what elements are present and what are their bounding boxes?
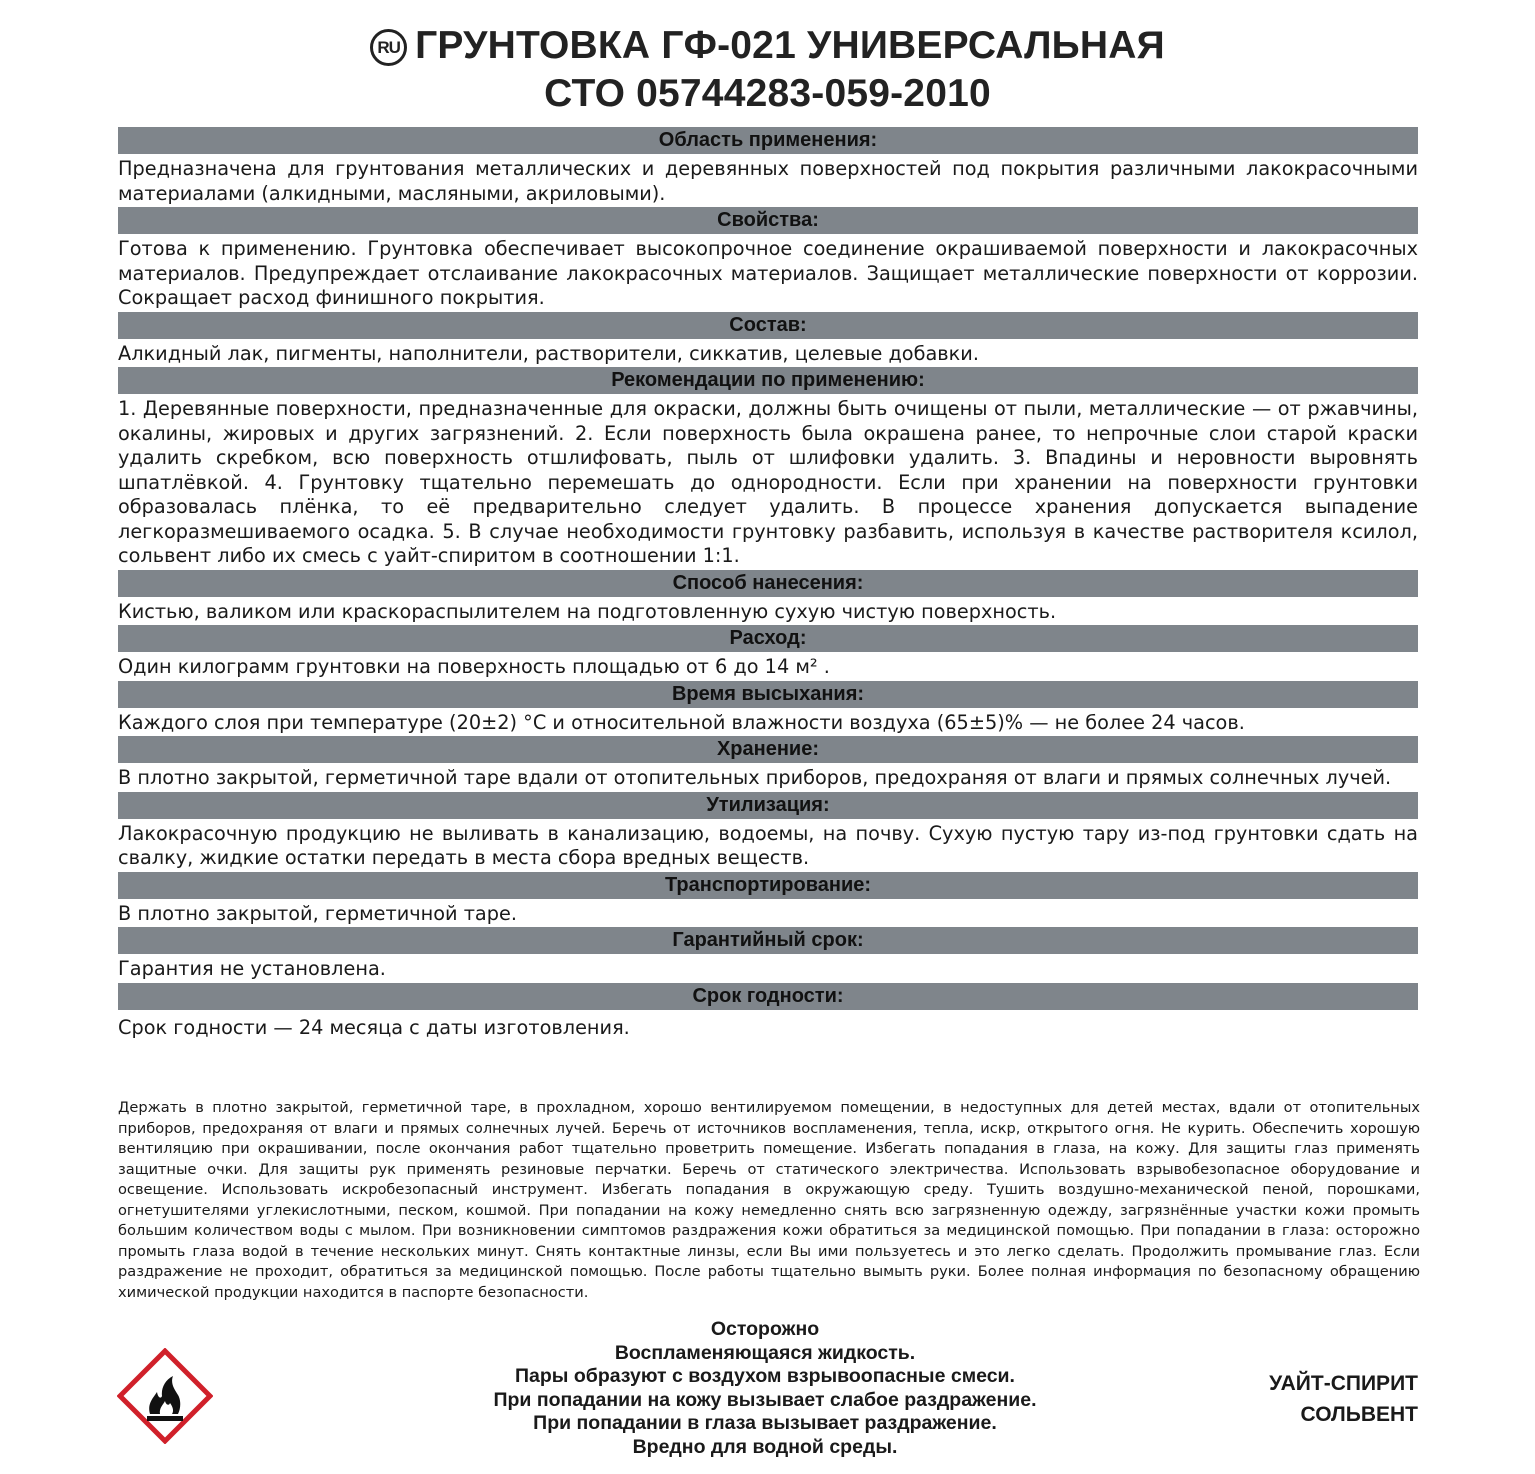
sections-container xyxy=(118,127,1418,1041)
section-body-shelf-life: Срок годности — 24 месяца с даты изготовления. xyxy=(118,1015,630,1039)
signal-word: Осторожно xyxy=(710,1318,820,1340)
hazard-warning xyxy=(400,1318,1130,1459)
flame-hazard-icon xyxy=(117,1348,213,1444)
document-header xyxy=(0,22,1535,118)
standard-code: СТО 05744283-059-2010 xyxy=(544,72,991,115)
section-heading-drying: Время высыхания: xyxy=(118,681,1418,708)
section-body-composition: Алкидный лак, пигменты, наполнители, растворители, сиккатив, целевые добавки. xyxy=(118,341,979,365)
safety-instructions: Держать в плотно закрытой, герметичной таре, в прохладном, хорошо вентилируемом помещении, в недоступных для детей местах, вдали от отопительных приборов, предохраняя от влаги и прямых солнечных лучей. Беречь от источников воспламенения, тепла, искр, открытого огня. Не курить. Обеспечить хорошую вентиляцию при окрашивании, после окончания работ тщательно проветрить помещение. Избегать попадания в глаза, на кожу. Для защиты глаз применять защитные очки. Для защиты рук применять резиновые перчатки. Беречь от статического электричества. Использовать взрывобезопасное оборудование и освещение. Использовать искробезопасный инструмент. Избегать попадания в окружающую среду. Тушить воздушно-механической пеной, порошками, огнетушителями углекислотными, песком, кошмой. При попадании на кожу немедленно снять всю загрязненную одежду, загрязнённые участки кожи промыть большим количеством воды с мылом. При возникновении симптомов раздражения кожи обратиться за медицинской помощью. При попадании в глаза: осторожно промыть глаза водой в течение нескольких минут. Снять контактные линзы, если Вы ими пользуетесь и это легко сделать. Продолжить промывание глаз. Если раздражение не проходит, обратиться за медицинской помощью. После работы тщательно вымыть руки. Более полная информация по безопасному обращению химической продукции находится в паспорте безопасности. xyxy=(118,1099,1420,1301)
section-body-properties: Готова к применению. Грунтовка обеспечивает высокопрочное соединение окрашиваемой поверхности и лакокрасочных материалов. Предупреждает отслаивание лакокрасочных материалов. Защищает металлические поверхности от коррозии. Сокращает расход финишного покрытия. xyxy=(118,237,1418,309)
component-name: СОЛЬВЕНТ xyxy=(1300,1403,1418,1426)
product-title xyxy=(0,22,1535,70)
section-body-consumption: Один килограмм грунтовки на поверхность площадью от 6 до 14 м² . xyxy=(118,655,830,678)
section-body-drying: Каждого слоя при температуре (20±2) °С и относительной влажности воздуха (65±5)% — не более 24 часов. xyxy=(118,710,1245,734)
section-body-application: Предназначена для грунтования металлических и деревянных поверхностей под покрытия различными лакокрасочными материалами (алкидными, масляными, акриловыми). xyxy=(118,157,1418,205)
section-heading-storage: Хранение: xyxy=(118,736,1418,763)
section-body-warranty: Гарантия не установлена. xyxy=(118,957,386,980)
section-body-disposal: Лакокрасочную продукцию не выливать в канализацию, водоемы, на почву. Сухую пустую тару из-под грунтовки сдать на свалку, жидкие остатки передать в места сбора вредных веществ. xyxy=(118,821,1418,869)
section-heading-warranty: Гарантийный срок: xyxy=(118,927,1418,954)
hazard-statement: При попадании в глаза вызывает раздражение. xyxy=(533,1412,997,1434)
section-body-method: Кистью, валиком или краскораспылителем на подготовленную сухую чистую поверхность. xyxy=(118,599,1057,623)
section-body-storage: В плотно закрытой, герметичной таре вдали от отопительных приборов, предохраняя от влаги и прямых солнечных лучей. xyxy=(118,766,1392,789)
section-heading-consumption: Расход: xyxy=(118,625,1418,652)
section-heading-application: Область применения: xyxy=(118,127,1418,154)
hazardous-components xyxy=(1190,1368,1418,1430)
component-name: УАЙТ-СПИРИТ xyxy=(1269,1372,1418,1395)
hazard-statement: Вредно для водной среды. xyxy=(632,1435,898,1458)
hazard-statement: При попадании на кожу вызывает слабое раздражение. xyxy=(493,1388,1037,1411)
section-body-recommendations: 1. Деревянные поверхности, предназначенные для окраски, должны быть очищены от пыли, металлические — от ржавчины, окалины, жировых и других загрязнений. 2. Если поверхность была окрашена ранее, то непрочные слои старой краски удалить скребком, всю поверхность отшлифовать, пыль от шлифовки удалить. 3. Впадины и неровности выровнять шпатлёвкой. 4. Грунтовку тщательно перемешать до однородности. Если при хранении на поверхности грунтовки образовалась плёнка, то её предварительно следует удалить. В процессе хранения допускается выпадение легкоразмешиваемого осадка. 5. В случае необходимости грунтовку разбавить, используя в качестве растворителя ксилол, сольвент либо их смесь с уайт-спиритом в соотношении 1:1. xyxy=(118,397,1418,567)
section-heading-transport: Транспортирование: xyxy=(118,872,1418,899)
section-heading-method: Способ нанесения: xyxy=(118,570,1418,597)
section-heading-composition: Состав: xyxy=(118,312,1418,339)
section-heading-shelf-life: Срок годности: xyxy=(118,983,1418,1010)
hazard-statement: Пары образуют с воздухом взрывоопасные смеси. xyxy=(515,1365,1015,1387)
ru-badge: RU xyxy=(370,29,407,66)
section-heading-properties: Свойства: xyxy=(118,207,1418,234)
section-heading-recommendations: Рекомендации по применению: xyxy=(118,367,1418,394)
section-heading-disposal: Утилизация: xyxy=(118,792,1418,819)
product-name: ГРУНТОВКА ГФ-021 УНИВЕРСАЛЬНАЯ xyxy=(415,24,1165,67)
section-body-transport: В плотно закрытой, герметичной таре. xyxy=(118,901,517,925)
hazard-statement: Воспламеняющаяся жидкость. xyxy=(614,1341,916,1364)
